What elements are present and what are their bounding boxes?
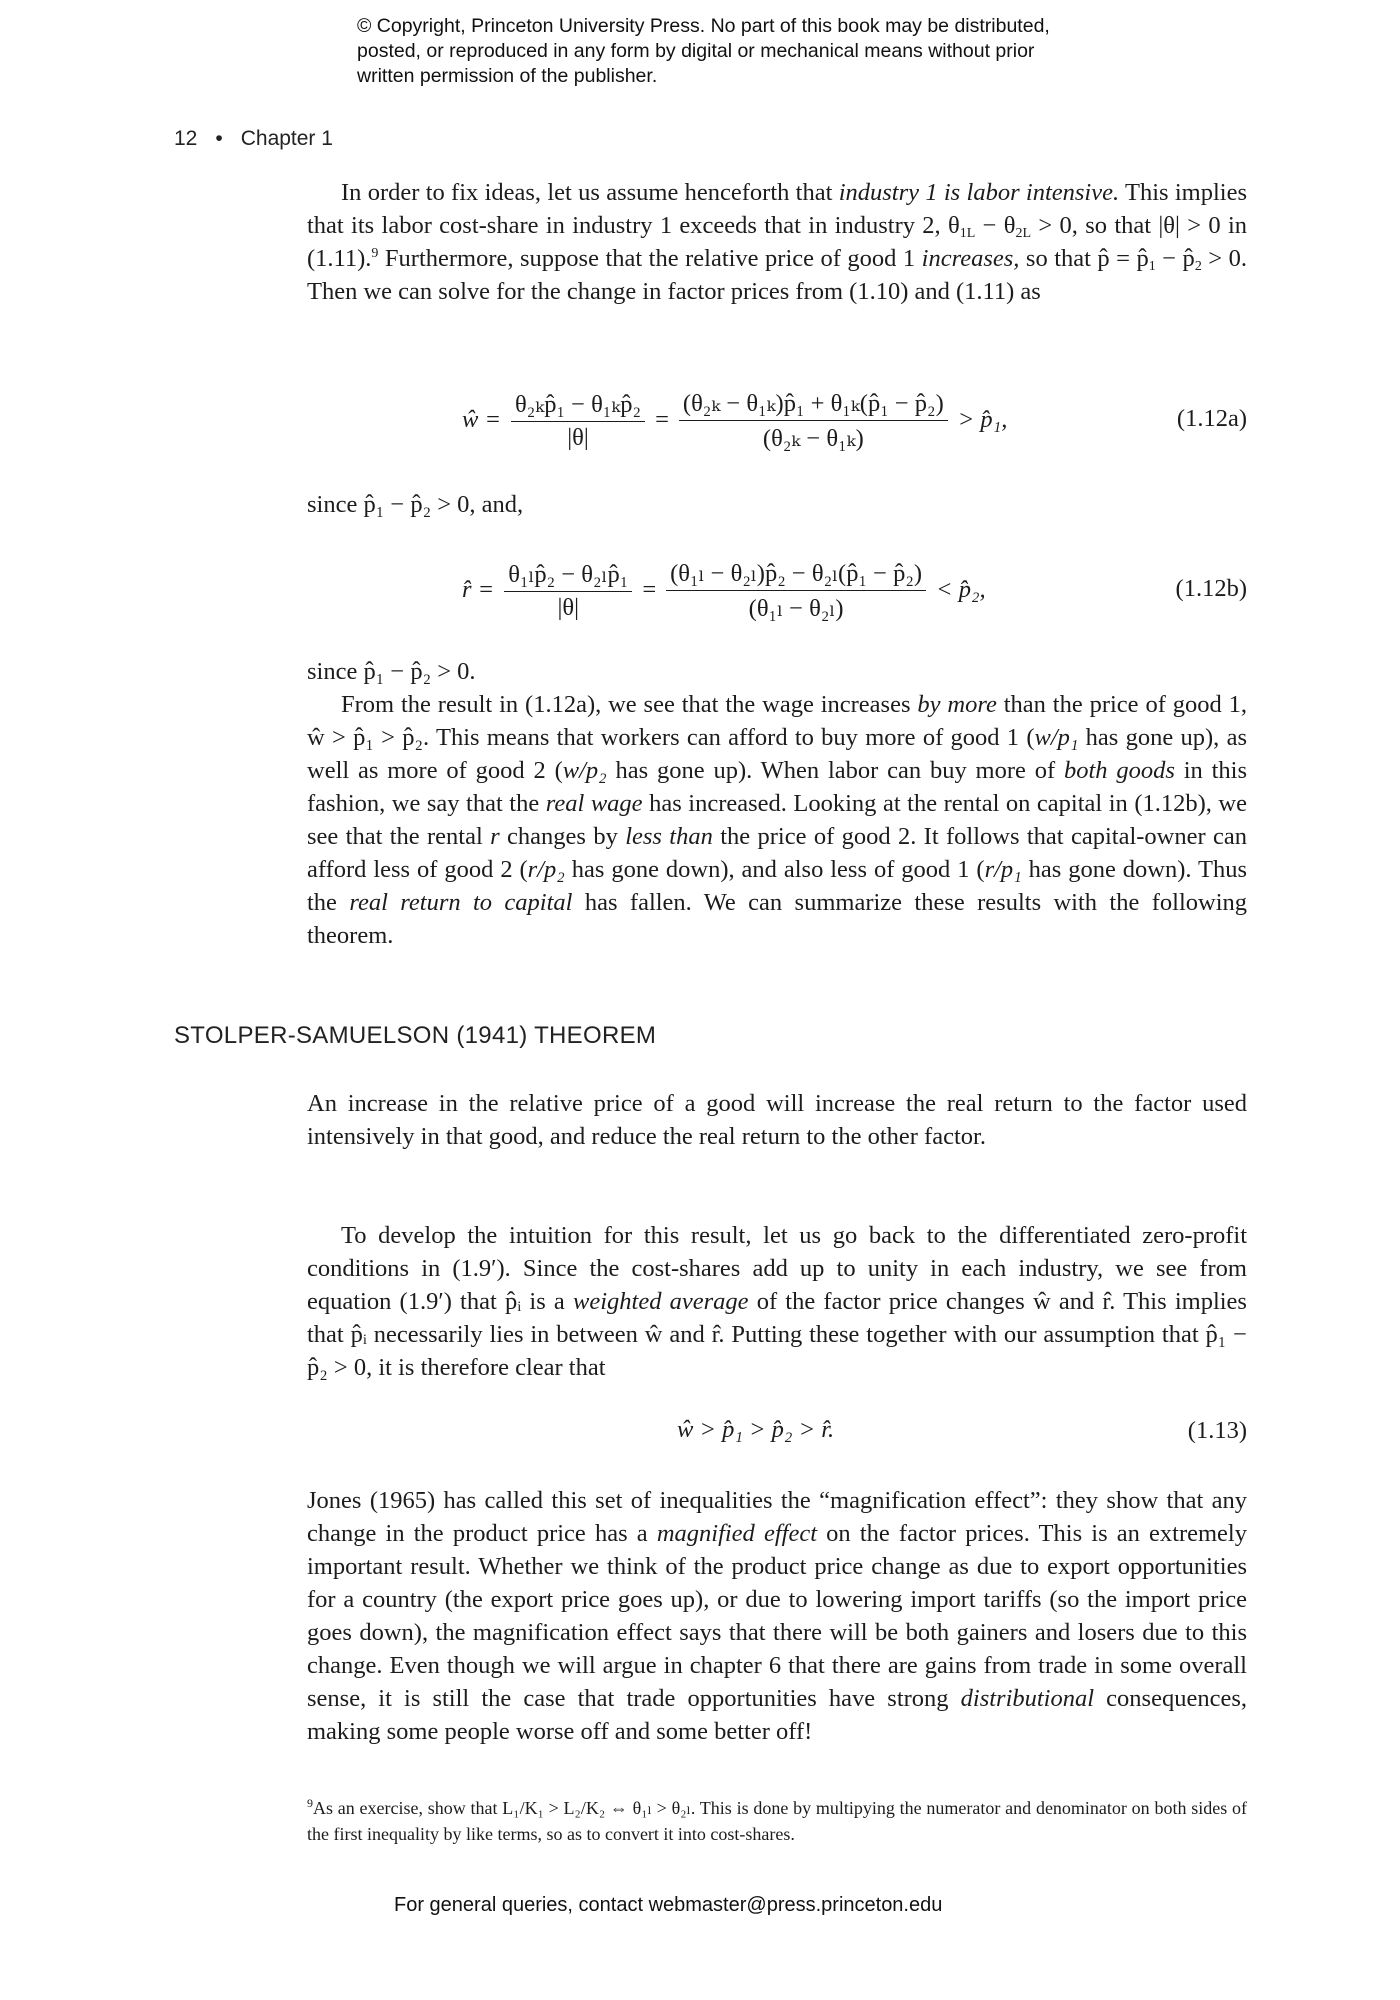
text: − p̂ bbox=[1155, 245, 1195, 272]
theorem-heading: STOLPER-SAMUELSON (1941) THEOREM bbox=[174, 1022, 657, 1049]
emphasis: industry 1 is labor intensive. bbox=[838, 179, 1120, 206]
text: has gone down). Thus the bbox=[307, 856, 1248, 916]
numerator: (θ₂ₖ − θ₁ₖ)p̂₁ + θ₁ₖ(p̂₁ − p̂₂) bbox=[679, 388, 948, 421]
emphasis: w/p₂ bbox=[562, 757, 607, 784]
emphasis: magnified effect bbox=[656, 1520, 818, 1547]
text: the price of good 2. It follows that capital-owner can afford less of good 2 ( bbox=[307, 823, 1247, 883]
subscript: 1 bbox=[1148, 259, 1156, 274]
denominator: (θ₂ₖ − θ₁ₖ) bbox=[762, 424, 864, 452]
emphasis: both goods bbox=[1063, 757, 1175, 784]
paragraph-3 bbox=[307, 1219, 1247, 1384]
footer-contact: For general queries, contact webmaster@press.princeton.edu bbox=[394, 1894, 943, 1916]
fraction bbox=[679, 388, 948, 453]
text: has gone up). When labor can buy more of bbox=[606, 757, 1064, 784]
emphasis: real wage bbox=[545, 790, 643, 817]
emphasis: less than bbox=[625, 823, 713, 850]
eq-expression: ŵ > p̂₁ > p̂₂ > r̂. bbox=[677, 1416, 835, 1443]
eq-lhs: r̂ = bbox=[462, 576, 495, 603]
emphasis: weighted average bbox=[572, 1288, 749, 1315]
equation-number: (1.12b) bbox=[1175, 575, 1247, 602]
theorem-statement: An increase in the relative price of a good will increase the real return to the factor used intensively in that good, and reduce the real return to the other factor. bbox=[307, 1090, 1247, 1150]
subscript: 2 bbox=[1194, 259, 1202, 274]
text: has increased. Looking at the rental on capital in (1.12b), we see that the rental bbox=[307, 790, 1247, 850]
text: Furthermore, suppose that the relative price of good 1 bbox=[378, 245, 922, 272]
since-line-1: since p̂₁ − p̂₂ > 0, and, bbox=[307, 491, 524, 518]
text: of the factor price changes ŵ and r̂. This implies that p̂ᵢ necessarily lies in between ŵ and r̂. Putting these together with our assumption that p̂₁ − p̂₂ > 0, it is therefore clear that bbox=[307, 1288, 1247, 1381]
text: This implies that its labor cost-share in industry 1 exceeds that in industry 2, θ bbox=[307, 179, 1247, 239]
text: in this fashion, we say that the bbox=[307, 757, 1248, 817]
text: has fallen. We can summarize these results with the following theorem. bbox=[307, 889, 1248, 949]
denominator: (θ₁ₗ − θ₂ₗ) bbox=[748, 594, 844, 622]
numerator: θ₁ₗp̂₂ − θ₂ₗp̂₁ bbox=[504, 559, 632, 592]
text: From the result in (1.12a), we see that the wage increases bbox=[341, 691, 918, 718]
equals-sign: = bbox=[655, 406, 669, 433]
text: > 0, so that |θ| > 0 in (1.11). bbox=[307, 212, 1247, 272]
eq-lhs: ŵ = bbox=[462, 406, 501, 433]
emphasis: real return to capital bbox=[349, 889, 573, 916]
running-head bbox=[174, 127, 333, 151]
paragraph-1 bbox=[307, 176, 1247, 308]
text: To develop the intuition for this result, let us go back to the differentiated zero-profit conditions in (1.9′). Since the cost-shares add up to unity in each industry, we see from equation (1.9′) that p̂ᵢ is a bbox=[307, 1222, 1247, 1315]
fraction bbox=[511, 389, 645, 452]
equation-1-13 bbox=[307, 1405, 1247, 1455]
fraction bbox=[504, 559, 632, 622]
numerator: (θ₁ₗ − θ₂ₗ)p̂₂ − θ₂ₗ(p̂₁ − p̂₂) bbox=[666, 558, 926, 591]
text: on the factor prices. This is an extremely important result. Whether we think of the product price change as due to export opportunities for a country (the export price goes up), or due to lowering import tariffs (so the import price goes down), the magnification effect says that there will be both gainers and losers due to this change. Even though we will argue in chapter 6 that there are gains from trade in some overall sense, it is still the case that trade opportunities have strong bbox=[307, 1520, 1247, 1712]
equation-number: (1.13) bbox=[1187, 1417, 1247, 1444]
paragraph-2 bbox=[307, 688, 1247, 952]
text: > 0. Then we can solve for the change in factor prices from (1.10) and (1.11) as bbox=[307, 245, 1247, 305]
emphasis: r/p₁ bbox=[984, 856, 1022, 883]
text: changes by bbox=[499, 823, 626, 850]
since-line-2: since p̂₁ − p̂₂ > 0. bbox=[307, 658, 476, 685]
equation-1-12a bbox=[307, 385, 1247, 455]
text: than the price of good 1, ŵ > p̂₁ > p̂₂. This means that workers can afford to buy more of good 1 ( bbox=[307, 691, 1247, 751]
denominator: |θ| bbox=[567, 423, 589, 451]
text: − θ bbox=[975, 212, 1016, 239]
text: has gone up), as well as more of good 2 ( bbox=[307, 724, 1247, 784]
text: has gone down), and also less of good 1 ( bbox=[564, 856, 985, 883]
emphasis: r bbox=[490, 823, 500, 850]
subscript: 2L bbox=[1015, 226, 1032, 241]
text: consequences, making some people worse off and some better off! bbox=[307, 1685, 1247, 1745]
numerator: θ₂ₖp̂₁ − θ₁ₖp̂₂ bbox=[511, 389, 645, 422]
eq-rhs: < p̂₂, bbox=[936, 576, 986, 603]
text: In order to fix ideas, let us assume henceforth that bbox=[341, 179, 839, 206]
emphasis: by more bbox=[917, 691, 997, 718]
emphasis: distributional bbox=[960, 1685, 1095, 1712]
eq-rhs: > p̂₁, bbox=[957, 406, 1008, 433]
equation-number: (1.12a) bbox=[1176, 405, 1247, 432]
subscript: 1L bbox=[959, 226, 976, 241]
equals-sign: = bbox=[642, 576, 657, 603]
equation-1-12b bbox=[307, 555, 1247, 625]
fraction bbox=[666, 558, 926, 623]
denominator: |θ| bbox=[557, 593, 580, 621]
footnote-ref[interactable]: 9 bbox=[371, 246, 379, 261]
emphasis: increases, bbox=[921, 245, 1020, 272]
text: Jones (1965) has called this set of inequalities the “magnification effect”: they show that any change in the product price has a bbox=[307, 1487, 1247, 1547]
emphasis: r/p₂ bbox=[527, 856, 565, 883]
page-number: 12 bbox=[174, 127, 198, 150]
paragraph-4 bbox=[307, 1484, 1247, 1748]
footnote-mark: 9 bbox=[307, 1796, 313, 1810]
text: so that p̂ = p̂ bbox=[1019, 245, 1149, 272]
footnote-9 bbox=[307, 1795, 1247, 1847]
copyright-notice: © Copyright, Princeton University Press. No part of this book may be distributed, posted, or reproduced in any form by digital or mechanical means without prior written permission of the publisher. bbox=[357, 15, 1050, 87]
chapter-label: Chapter 1 bbox=[240, 127, 333, 150]
footnote-text: As an exercise, show that L₁/K₁ > L₂/K₂ ⇔ θ₁ₗ > θ₂ₗ. This is done by multipying the numerator and denominator on both sides of the first inequality by like terms, so as to convert it into cost-shares. bbox=[307, 1798, 1247, 1844]
emphasis: w/p₁ bbox=[1034, 724, 1079, 751]
separator: • bbox=[215, 127, 223, 150]
